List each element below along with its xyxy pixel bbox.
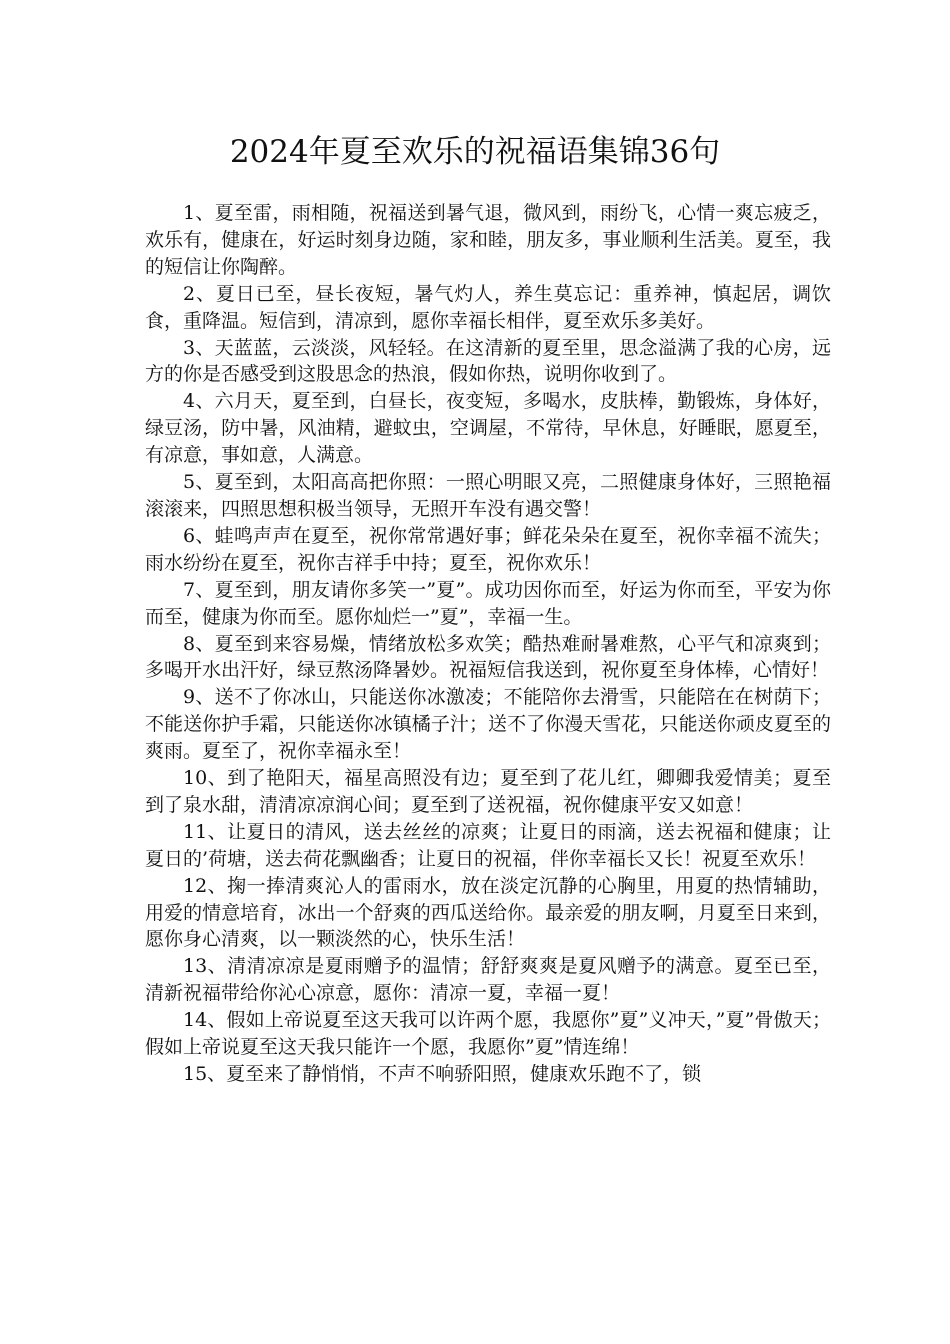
paragraph: 1、夏至雷，雨相随，祝福送到暑气退，微风到，雨纷飞，心情一爽忘疲乏，欢乐有，健康在，好运时刻身边随，家和睦，朋友多，事业顺利生活美。夏至，我的短信让你陶醉。 [145, 202, 831, 278]
document-title: 2024年夏至欢乐的祝福语集锦36句 [229, 134, 721, 170]
paragraph: 6、蛙鸣声声在夏至，祝你常常遇好事；鲜花朵朵在夏至，祝你幸福不流失；雨水纷纷在夏至，祝你吉祥手中持；夏至，祝你欢乐！ [145, 524, 831, 574]
paragraph: 8、夏至到来容易燥，情绪放松多欢笑；酷热难耐暑难熬，心平气和凉爽到；多喝开水出汗好，绿豆熬汤降暑妙。祝福短信我送到，祝你夏至身体棒，心情好！ [145, 632, 831, 682]
paragraph: 12、掬一捧清爽沁人的雷雨水，放在淡定沉静的心胸里，用夏的热情辅助，用爱的情意培育，冰出一个舒爽的西瓜送给你。最亲爱的朋友啊，月夏至日来到，愿你身心清爽，以一颗淡然的心，快乐生活！ [145, 874, 831, 951]
document-body [145, 200, 831, 1088]
paragraph: 7、夏至到，朋友请你多笑一”夏”。成功因你而至，好运为你而至，平安为你而至，健康为你而至。愿你灿烂一”夏”，幸福一生。 [145, 578, 831, 628]
paragraph: 13、清清凉凉是夏雨赠予的温情；舒舒爽爽是夏风赠予的满意。夏至已至，清新祝福带给你沁心凉意，愿你：清凉一夏，幸福一夏！ [145, 955, 831, 1005]
paragraph: 14、假如上帝说夏至这天我可以许两个愿，我愿你”夏”义冲天，”夏”骨傲天；假如上帝说夏至这天我只能许一个愿，我愿你”夏”情连绵！ [145, 1009, 831, 1059]
paragraph: 5、夏至到，太阳高高把你照：一照心明眼又亮，二照健康身体好，三照艳福滚滚来，四照思想积极当领导，无照开车没有遇交警！ [145, 471, 831, 520]
paragraph: 11、让夏日的清风，送去丝丝的凉爽；让夏日的雨滴，送去祝福和健康；让夏日的’荷塘，送去荷花飘幽香；让夏日的祝福，伴你幸福长又长！祝夏至欢乐！ [145, 820, 831, 870]
paragraph: 9、送不了你冰山，只能送你冰激凌；不能陪你去滑雪，只能陪在在树荫下；不能送你护手霜，只能送你冰镇橘子汁；送不了你漫天雪花，只能送你顽皮夏至的爽雨。夏至了，祝你幸福永至！ [145, 686, 831, 763]
paragraph: 10、到了艳阳天，福星高照没有边；夏至到了花儿红，卿卿我爱情美；夏至到了泉水甜，清清凉凉润心间；夏至到了送祝福，祝你健康平安又如意！ [145, 767, 831, 816]
paragraph: 3、天蓝蓝，云淡淡，风轻轻。在这清新的夏至里，思念溢满了我的心房，远方的你是否感受到这股思念的热浪，假如你热，说明你收到了。 [145, 336, 831, 386]
paragraph: 4、六月天，夏至到，白昼长，夜变短，多喝水，皮肤棒，勤锻炼，身体好，绿豆汤，防中暑，风油精，避蚊虫，空调屋，不常待，早休息，好睡眠，愿夏至，有凉意，事如意，人满意。 [145, 390, 831, 467]
paragraph: 15、夏至来了静悄悄，不声不响骄阳照，健康欢乐跑不了，锁 [183, 1063, 702, 1085]
paragraph: 2、夏日已至，昼长夜短，暑气灼人，养生莫忘记：重养神，慎起居，调饮食，重降温。短信到，清凉到，愿你幸福长相伴，夏至欢乐多美好。 [145, 282, 831, 332]
